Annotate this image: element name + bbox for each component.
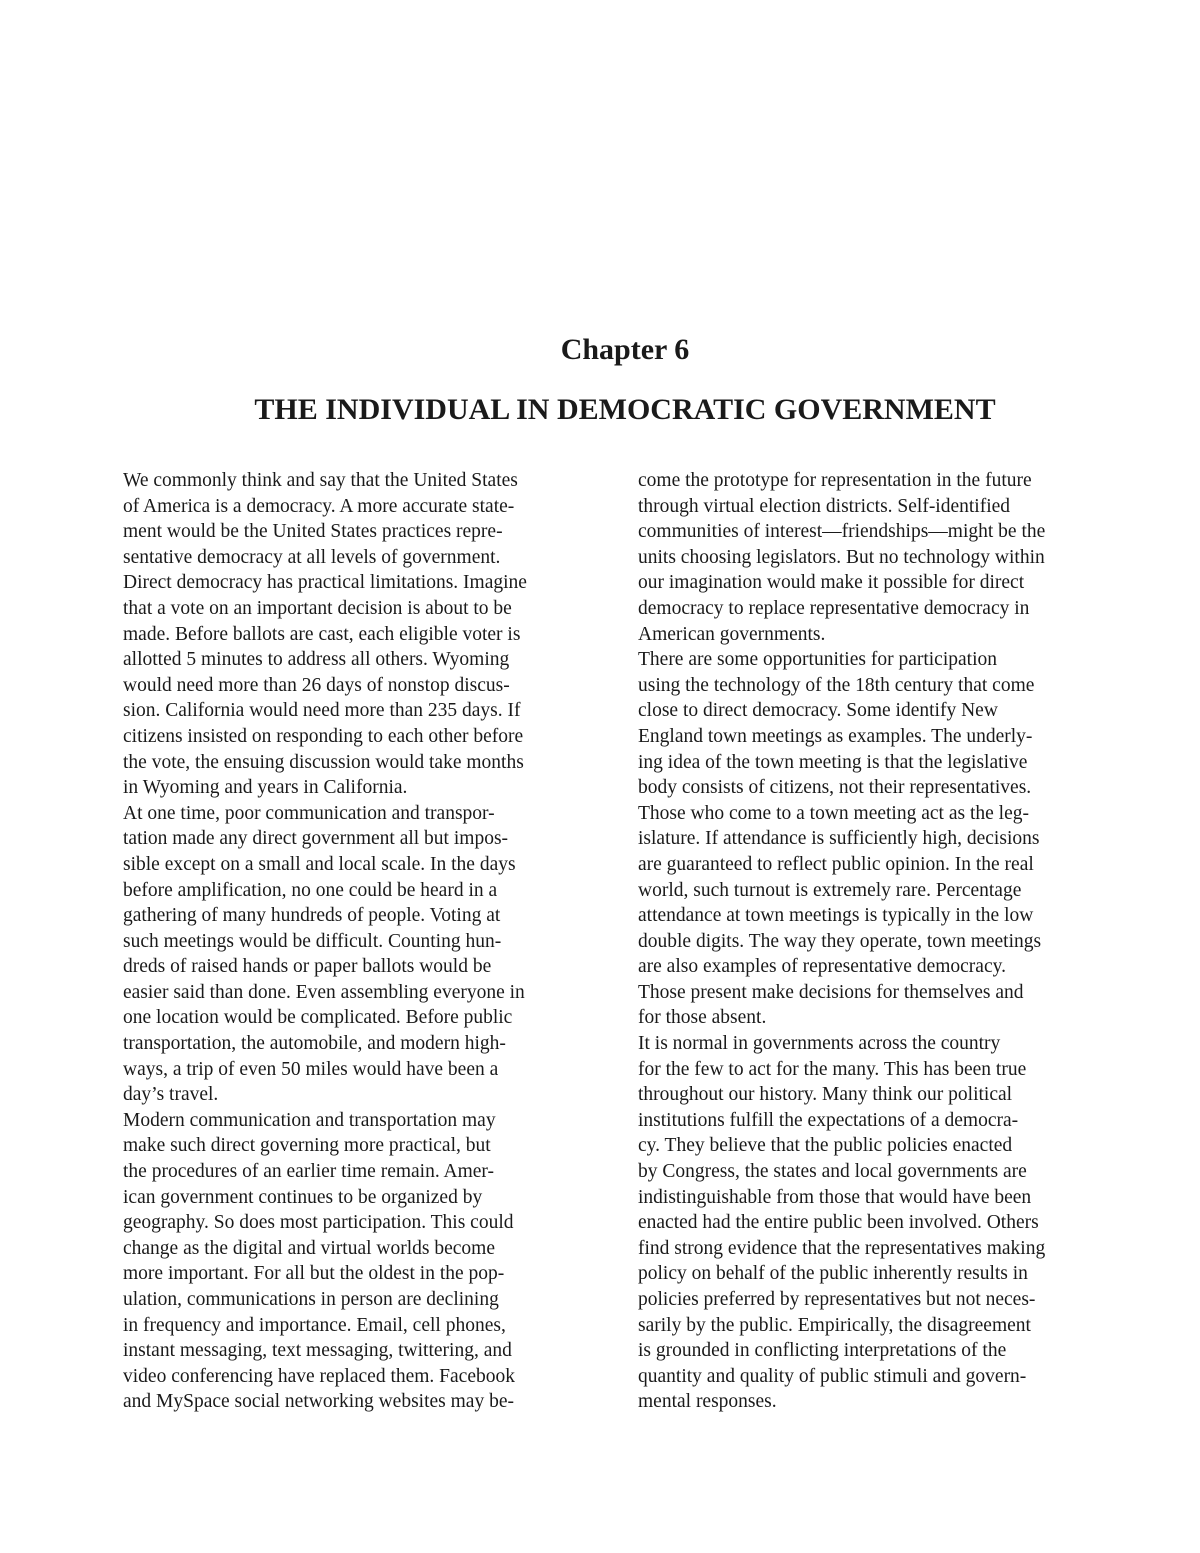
chapter-number: Chapter 6 [560, 333, 690, 366]
chapter-title: THE INDIVIDUAL IN DEMOCRATIC GOVERNMENT [254, 393, 996, 426]
paragraph: come the prototype for representation in the future through virtual election districts. Self-identified communities of interest—friendships—might be the units choosing legislators. But no technology within our imagination would make it possible for direct democracy to replace representative democracy in American governments. [638, 470, 1046, 645]
paragraph: At one time, poor communication and transpor- tation made any direct government all but impos- sible except on a small and local scale. In the days before amplification, no one could be heard in a gathering of many hundreds of people. Voting at such meetings would be difficult. Counting hun- dreds of raised hands or paper ballots would be easier said than done. Even assembling everyone in one location would be complicated. Before public transportation, the automobile, and modern high- ways, a trip of even 50 miles would have been a day’s travel. [123, 802, 525, 1106]
paragraph: We commonly think and say that the United States of America is a democracy. A more accurate state- ment would be the United States practices repre- sentative democracy at all levels of government. Direct democracy has practical limitations. Imagine that a vote on an important decision is about to be made. Before ballots are cast, each eligible voter is allotted 5 minutes to address all others. Wyoming would need more than 26 days of nonstop discus- sion. California would need more than 235 days. If citizens insisted on responding to each other before the vote, the ensuing discussion would take months in Wyoming and years in California. [123, 470, 527, 799]
paragraph: Modern communication and transportation may make such direct governing more practical, but the procedures of an earlier time remain. Amer- ican government continues to be organized by geography. So does most participation. This could change as the digital and virtual worlds become more important. For all but the oldest in the pop- ulation, communications in person are declining in frequency and importance. Email, cell phones, instant messaging, text messaging, twittering, and video conferencing have replaced them. Facebook and MySpace social networking websites may be- [123, 1109, 515, 1413]
paragraph: It is normal in governments across the country for the few to act for the many. This has been true throughout our history. Many think our political institutions fulfill the expectations of a democra- cy. They believe that the public policies enacted by Congress, the states and local governments are indistinguishable from those that would have been enacted had the entire public been involved. Others find strong evidence that the representatives making policy on behalf of the public inherently results in policies preferred by representatives but not neces- sarily by the public. Empirically, the disagreement is grounded in conflicting interpretations of the quantity and quality of public stimuli and govern- mental responses. [638, 1033, 1046, 1413]
right-column [638, 468, 1138, 1415]
paragraph: There are some opportunities for participation using the technology of the 18th century that come close to direct democracy. Some identify New England town meetings as examples. The underly- ing idea of the town meeting is that the legislative body consists of citizens, not their representatives. Those who come to a town meeting act as the leg- islature. If attendance is sufficiently high, decisions are guaranteed to reflect public opinion. In the real world, such turnout is extremely rare. Percentage attendance at town meetings is typically in the low double digits. The way they operate, town meetings are also examples of representative democracy. Those present make decisions for themselves and for those absent. [638, 649, 1042, 1029]
left-column [123, 468, 623, 1415]
